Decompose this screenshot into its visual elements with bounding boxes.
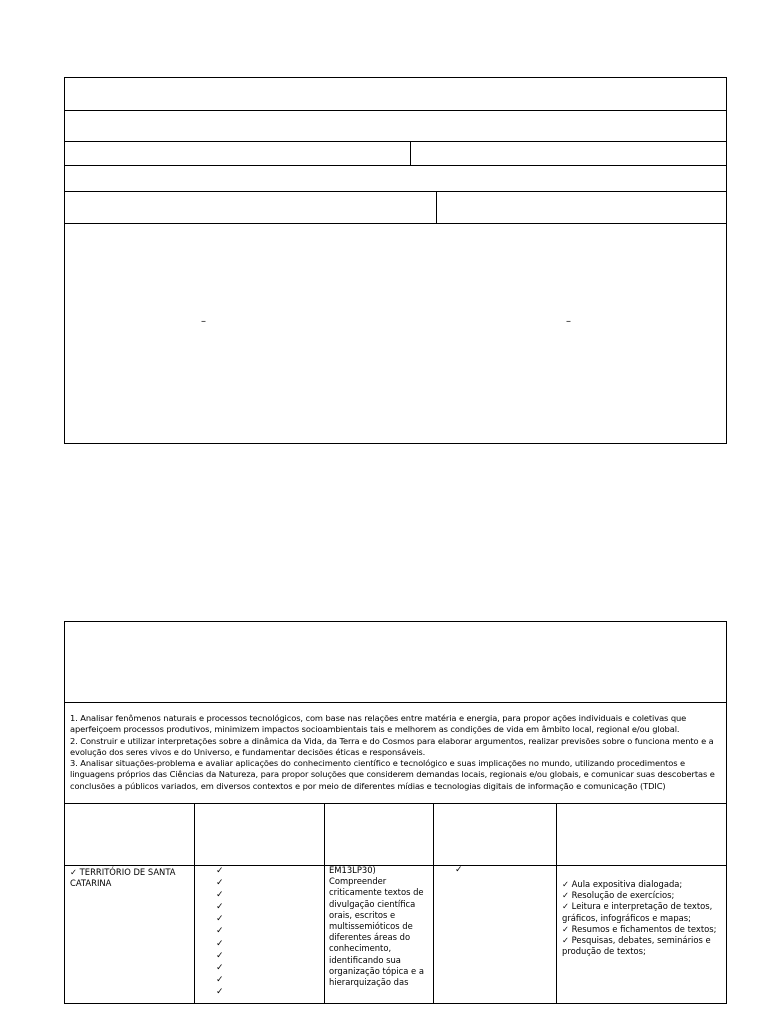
header-dash-left: – — [201, 316, 206, 327]
plan-table-col-divider — [324, 803, 325, 1004]
header-table-row-divider — [64, 191, 727, 192]
check-mark-icon: ✓ — [216, 974, 224, 985]
header-table-row-divider — [64, 165, 727, 166]
header-table-row-divider — [64, 110, 727, 111]
check-mark-icon: ✓ — [216, 962, 224, 973]
header-table — [64, 77, 727, 444]
plan-table-col-divider — [556, 803, 557, 1004]
strategy-item: ✓ Aula expositiva dialogada; — [562, 879, 683, 889]
header-table-row-divider — [64, 141, 727, 142]
competency-line: 1. Analisar fenômenos naturais e processos tecnológicos, com base nas relações entre matéria e energia, para propor ações individuais e coletivas que — [70, 713, 687, 723]
competencies-text — [70, 713, 722, 792]
check-mark-icon: ✓ — [216, 890, 224, 901]
skill-cell: EM13LP30) Compreender criticamente textos de divulgação científica orais, escritos e multissemióticos de diferentes áreas do conhecimento, identificando sua organização tópica e a hierarquização das — [329, 865, 424, 988]
territory-cell: ✓ TERRITÓRIO DE SANTA CATARINA — [70, 867, 176, 889]
plan-table-col-divider — [433, 803, 434, 1004]
strategy-item: ✓ Resolução de exercícios; — [562, 890, 675, 901]
plan-table-row-divider — [64, 803, 727, 804]
check-mark-icon: ✓ — [216, 938, 224, 949]
check-mark-icon: ✓ — [216, 866, 224, 876]
header-table-row-divider — [64, 223, 727, 224]
check-mark-icon: ✓ — [216, 986, 224, 997]
strategy-item: ✓ Pesquisas, debates, seminários e produção de textos; — [562, 935, 711, 957]
competency-line: 2. Construir e utilizar interpretações sobre a dinâmica da Vida, da Terra e do Cosmos para elaborar argumentos, realizar previsões sobre o funciona mento e a — [70, 735, 714, 746]
check-mark-icon: ✓ — [216, 878, 224, 889]
header-table-col-divider — [436, 191, 437, 223]
check-mark-icon: ✓ — [455, 865, 463, 875]
plan-table-col-divider — [194, 803, 195, 1004]
check-list — [216, 865, 236, 998]
competency-line: 3. Analisar situações-problema e avaliar aplicações do conhecimento científico e tecnológico e suas implicações no mundo, utilizando procedimentos e — [70, 758, 685, 769]
strategies-list — [562, 879, 724, 957]
check-mark-icon: ✓ — [216, 950, 224, 961]
check-mark-icon: ✓ — [216, 926, 224, 937]
check-mark-icon: ✓ — [216, 914, 224, 925]
strategy-item: ✓ Resumos e fichamentos de textos; — [562, 923, 717, 934]
check-mark-icon: ✓ — [216, 902, 224, 913]
competency-line: aperfeiçoem processos produtivos, minimizem impactos socioambientais tais e melhorem as condições de vida em âmbito local, regional e/ou global. — [70, 724, 680, 735]
header-dash-right: – — [566, 316, 571, 327]
competency-line: linguagens próprios das Ciências da Natureza, para propor soluções que considerem demandas locais, regionais e/ou globais, e comunicar suas descobertas e — [70, 769, 715, 780]
competency-line: conclusões a públicos variados, em diversos contextos e por meio de diferentes mídias e tecnologias digitais de informação e comunicação (TDIC) — [70, 780, 666, 791]
plan-table-row-divider — [64, 702, 727, 703]
competency-line: evolução dos seres vivos e do Universo, e fundamentar decisões éticas e responsáveis. — [70, 746, 426, 757]
header-table-col-divider — [410, 141, 411, 165]
strategy-item: ✓ Leitura e interpretação de textos, gráficos, infográficos e mapas; — [562, 901, 713, 923]
